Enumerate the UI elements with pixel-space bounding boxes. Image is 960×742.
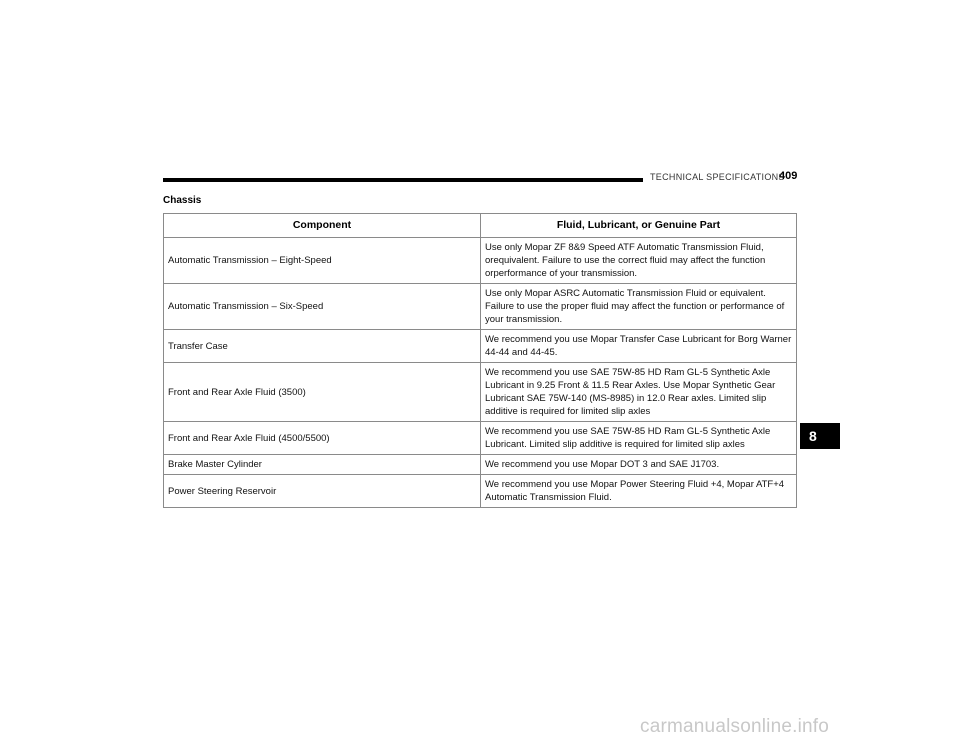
fluid-cell: We recommend you use SAE 75W-85 HD Ram GL-5 Synthetic Axle Lubricant in 9.25 Front & 11.5 Rear Axles. Use Mopar Synthetic Gear Lubricant SAE 75W-140 (MS-8985) in 12.0 Rear axles. Limited slip additive is required for limited slip axles bbox=[481, 363, 797, 422]
section-title: Chassis bbox=[163, 195, 202, 206]
fluid-cell: Use only Mopar ZF 8&9 Speed ATF Automatic Transmission Fluid, orequivalent. Failure to use the correct fluid may affect the function orperformance of your transmission. bbox=[481, 238, 797, 284]
table-row bbox=[164, 455, 797, 475]
running-header-section: TECHNICAL SPECIFICATIONS bbox=[650, 172, 785, 182]
fluid-cell: We recommend you use Mopar Transfer Case Lubricant for Borg Warner 44-44 and 44-45. bbox=[481, 330, 797, 363]
component-cell: Front and Rear Axle Fluid (4500/5500) bbox=[164, 422, 481, 455]
table-row bbox=[164, 238, 797, 284]
chapter-tab: 8 bbox=[800, 423, 840, 449]
table-row bbox=[164, 330, 797, 363]
table-header-row bbox=[164, 214, 797, 238]
fluid-cell: Use only Mopar ASRC Automatic Transmission Fluid or equivalent. Failure to use the proper fluid may affect the function or performance of your transmission. bbox=[481, 284, 797, 330]
chassis-spec-table bbox=[163, 213, 797, 508]
component-cell: Transfer Case bbox=[164, 330, 481, 363]
fluid-cell: We recommend you use Mopar Power Steering Fluid +4, Mopar ATF+4 Automatic Transmission Fluid. bbox=[481, 475, 797, 508]
column-header-component: Component bbox=[164, 214, 481, 238]
table-row bbox=[164, 475, 797, 508]
table-row bbox=[164, 422, 797, 455]
component-cell: Front and Rear Axle Fluid (3500) bbox=[164, 363, 481, 422]
component-cell: Power Steering Reservoir bbox=[164, 475, 481, 508]
header-rule bbox=[163, 178, 643, 182]
watermark: carmanualsonline.info bbox=[640, 716, 830, 737]
component-cell: Brake Master Cylinder bbox=[164, 455, 481, 475]
column-header-fluid: Fluid, Lubricant, or Genuine Part bbox=[481, 214, 797, 238]
table-row bbox=[164, 284, 797, 330]
fluid-cell: We recommend you use SAE 75W-85 HD Ram GL-5 Synthetic Axle Lubricant. Limited slip additive is required for limited slip axles bbox=[481, 422, 797, 455]
component-cell: Automatic Transmission – Eight-Speed bbox=[164, 238, 481, 284]
fluid-cell: We recommend you use Mopar DOT 3 and SAE J1703. bbox=[481, 455, 797, 475]
component-cell: Automatic Transmission – Six-Speed bbox=[164, 284, 481, 330]
table-row bbox=[164, 363, 797, 422]
page-number: 409 bbox=[779, 170, 798, 182]
